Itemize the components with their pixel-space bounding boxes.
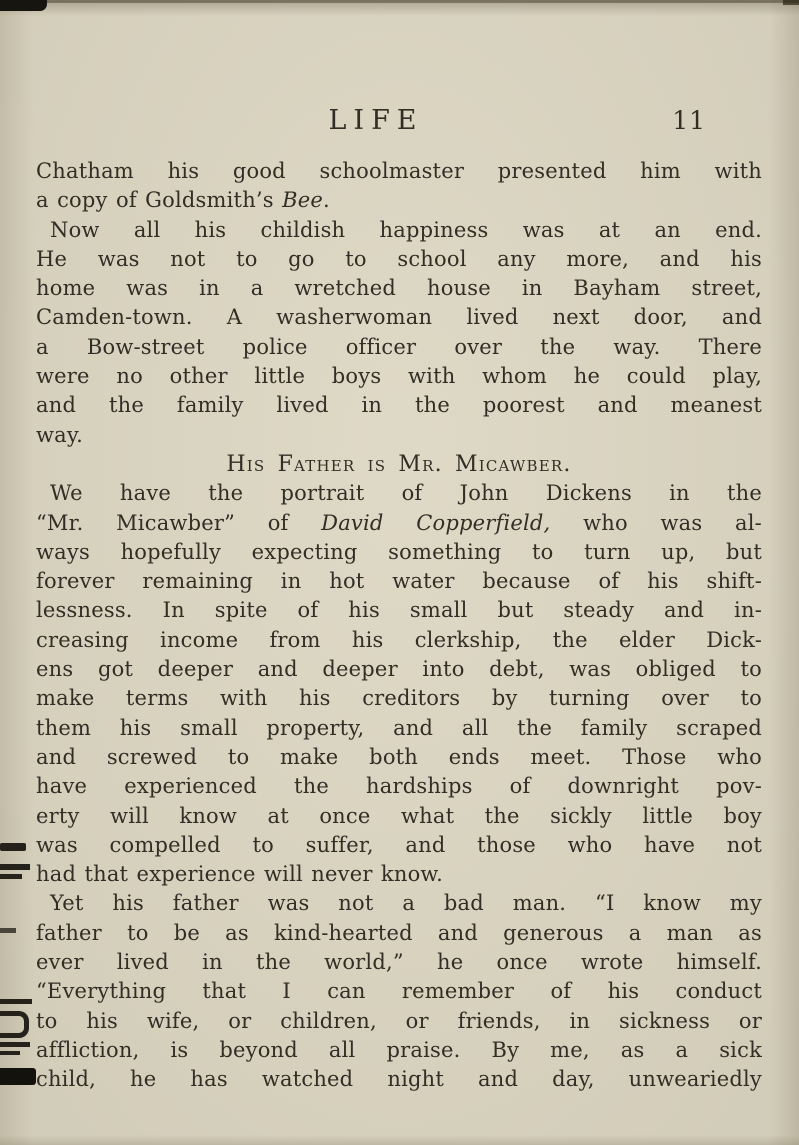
text-segment: “Everything that I can remember of his conduct — [36, 979, 762, 1004]
text-segment: erty will know at once what the sickly little boy — [36, 803, 762, 828]
text-line — [36, 303, 762, 332]
text-line — [36, 186, 762, 215]
text-segment: He was not to go to school any more, and his — [36, 246, 762, 271]
text-segment: affliction, is beyond all praise. By me, as a sick — [36, 1037, 762, 1062]
text-line — [36, 391, 762, 420]
text-segment: creasing income from his clerkship, the elder Dick- — [36, 627, 762, 652]
text-line — [36, 479, 762, 508]
text-line — [36, 362, 762, 391]
italic-text: David Copperfield, — [321, 510, 551, 535]
text-line — [36, 157, 762, 186]
scan-mark-block — [0, 1068, 36, 1085]
text-line — [36, 977, 762, 1006]
text-line — [36, 333, 762, 362]
text-line — [36, 889, 762, 918]
scan-mark-bar-2 — [0, 874, 22, 879]
text-segment: were no other little boys with whom he could play, — [36, 364, 762, 389]
text-line — [36, 1007, 762, 1036]
running-title: LIFE — [328, 105, 424, 136]
scan-smudge-top-left — [0, 0, 47, 11]
text-segment: a copy of Goldsmith’s — [36, 188, 283, 213]
text-segment: Yet his father was not a bad man. “I know my — [50, 891, 762, 916]
text-segment: was compelled to suffer, and those who have not — [36, 832, 762, 857]
text-segment: forever remaining in hot water because of his shift- — [36, 569, 762, 594]
text-line — [36, 509, 762, 538]
text-segment: ways hopefully expecting something to turn up, but — [36, 539, 762, 564]
text-segment: lessness. In spite of his small but steady and in- — [36, 598, 762, 623]
text-line — [36, 216, 762, 245]
text-segment: child, he has watched night and day, unweariedly — [36, 1067, 762, 1092]
scan-mark-dash-2 — [0, 928, 16, 933]
text-segment: to his wife, or children, or friends, in sickness or — [36, 1008, 762, 1033]
text-line — [36, 831, 762, 860]
text-segment: ens got deeper and deeper into debt, was obliged to — [36, 657, 762, 682]
text-line — [36, 245, 762, 274]
scan-mark-hook — [0, 1011, 29, 1038]
text-segment: had that experience will never know. — [36, 862, 443, 887]
text-line — [36, 655, 762, 684]
text-segment: “Mr. Micawber” of — [36, 510, 322, 535]
text-segment: make terms with his creditors by turning over to — [36, 686, 762, 711]
text-segment: way. — [36, 422, 84, 447]
text-line — [36, 802, 762, 831]
text-line — [36, 860, 762, 889]
text-segment: have experienced the hardships of downright pov- — [36, 774, 762, 799]
text-segment: Now all his childish happiness was at an end. — [50, 217, 762, 242]
scan-mark-bar-3 — [0, 1042, 30, 1047]
text-line — [36, 772, 762, 801]
scan-top-edge-shadow — [0, 0, 799, 3]
text-segment: them his small property, and all the family scraped — [36, 715, 762, 740]
text-line — [36, 948, 762, 977]
text-segment: and screwed to make both ends meet. Those who — [36, 744, 762, 769]
scan-mark-bar-4 — [0, 1051, 20, 1055]
text-segment: home was in a wretched house in Bayham street, — [36, 276, 762, 301]
text-segment: Camden-town. A washerwoman lived next door, and — [36, 305, 762, 330]
text-segment: and the family lived in the poorest and meanest — [36, 393, 762, 418]
text-line — [36, 567, 762, 596]
text-line — [36, 626, 762, 655]
text-line — [36, 714, 762, 743]
scan-smudge-top-right — [783, 0, 799, 5]
text-segment: who was al- — [550, 510, 762, 535]
page-header — [36, 103, 762, 139]
scan-mark-underscore — [0, 999, 32, 1004]
text-line — [36, 919, 762, 948]
text-line — [36, 538, 762, 567]
text-segment: . — [323, 188, 330, 213]
scan-mark-dash-1 — [0, 843, 26, 851]
text-segment: ever lived in the world,” he once wrote himself. — [36, 950, 762, 975]
text-line — [36, 743, 762, 772]
text-segment: We have the portrait of John Dickens in the — [50, 481, 762, 506]
text-line — [36, 1065, 762, 1094]
section-heading: His Father is Mr. Micawber. — [226, 451, 572, 477]
text-segment: a Bow-street police officer over the way. There — [36, 334, 762, 359]
text-line — [36, 684, 762, 713]
page-number: 11 — [672, 106, 706, 135]
text-block — [36, 157, 762, 1095]
text-line — [36, 421, 762, 450]
text-segment: Chatham his good schoolmaster presented him with — [36, 159, 762, 183]
text-line — [36, 1036, 762, 1065]
italic-text: Bee — [282, 188, 324, 213]
text-line — [36, 596, 762, 625]
scan-mark-bar-1 — [0, 864, 30, 870]
text-segment: father to be as kind-hearted and generous a man as — [36, 920, 762, 945]
text-line — [36, 274, 762, 303]
